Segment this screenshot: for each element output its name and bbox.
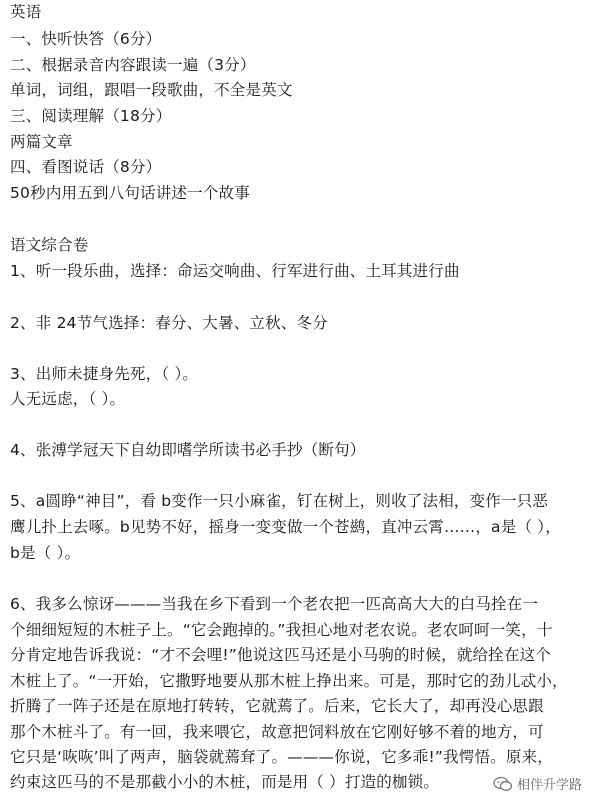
question-6-cont: 那个木桩斗了。有一回，我来喂它，故意把饲料放在它刚好够不着的地方，可 (10, 723, 544, 741)
text-line: 三、阅读理解（18分） (10, 107, 172, 125)
question-2: 2、非 24节气选择：春分、大暑、立秋、冬分 (10, 314, 328, 332)
question-5-cont: 鹰儿扑上去啄。b见势不好，摇身一变变做一个苍鹚，直冲云霄……，a是（ ）， (10, 518, 561, 536)
section-title-english: 英语 (10, 3, 42, 21)
watermark-text: 相伴升学路 (516, 778, 582, 793)
question-6-cont: 个细细短短的木桩子上。“它会跑掉的。”我担心地对老农说。老农呵呵一笑，十 (10, 621, 553, 639)
question-3-cont: 人无远虑，（ ）。 (10, 390, 126, 408)
watermark (493, 774, 582, 793)
question-6-cont: 它只是‘咴咴’叫了两声，脑袋就蔫耷了。———你说，它多乖!”我愕悟。原来， (10, 748, 553, 766)
question-4: 4、张溥学冠天下自幼即嗜学所读书必手抄（断句） (10, 441, 366, 459)
text-line: 一、快听快答（6分） (10, 30, 162, 48)
text-line: 二、根据录音内容跟读一遍（3分） (10, 56, 256, 74)
question-5-cont: b是（ ）。 (10, 544, 81, 562)
question-1: 1、听一段乐曲，选择：命运交响曲、行军进行曲、土耳其进行曲 (10, 262, 460, 280)
question-5: 5、a圆睁“神目”，看 b变作一只小麻雀，钉在树上，则收了法相，变作一只恶 (10, 492, 549, 510)
question-3: 3、出师未捷身先死，（ ）。 (10, 365, 199, 383)
question-6: 6、我多么惊讶———当我在乡下看到一个老农把一匹高高大大的白马拴在一 (10, 595, 539, 613)
text-line: 两篇文章 (10, 133, 73, 151)
section-title-chinese: 语文综合卷 (10, 236, 89, 254)
question-6-cont: 约束这匹马的不是那截小小的木桩，而是用（ ）打造的枷锁。 (10, 773, 440, 791)
question-6-cont: 木桩上了。“一开始，它撒野地要从那木桩上挣出来。可是，那时它的劲儿忒小， (10, 672, 568, 690)
question-6-cont: 分肯定地告诉我说：“才不会哩!”他说这匹马还是小马驹的时候，就给拴在这个 (10, 646, 551, 664)
text-line: 单词，词组，跟唱一段歌曲，不全是英文 (10, 81, 293, 99)
wechat-icon (493, 776, 513, 792)
text-line: 50秒内用五到八句话讲述一个故事 (10, 184, 250, 202)
question-6-cont: 折腾了一阵子还是在原地打转转，它就蔫了。后来，它长大了，却再没心思跟 (10, 697, 544, 715)
text-line: 四、看图说话（8分） (10, 158, 162, 176)
